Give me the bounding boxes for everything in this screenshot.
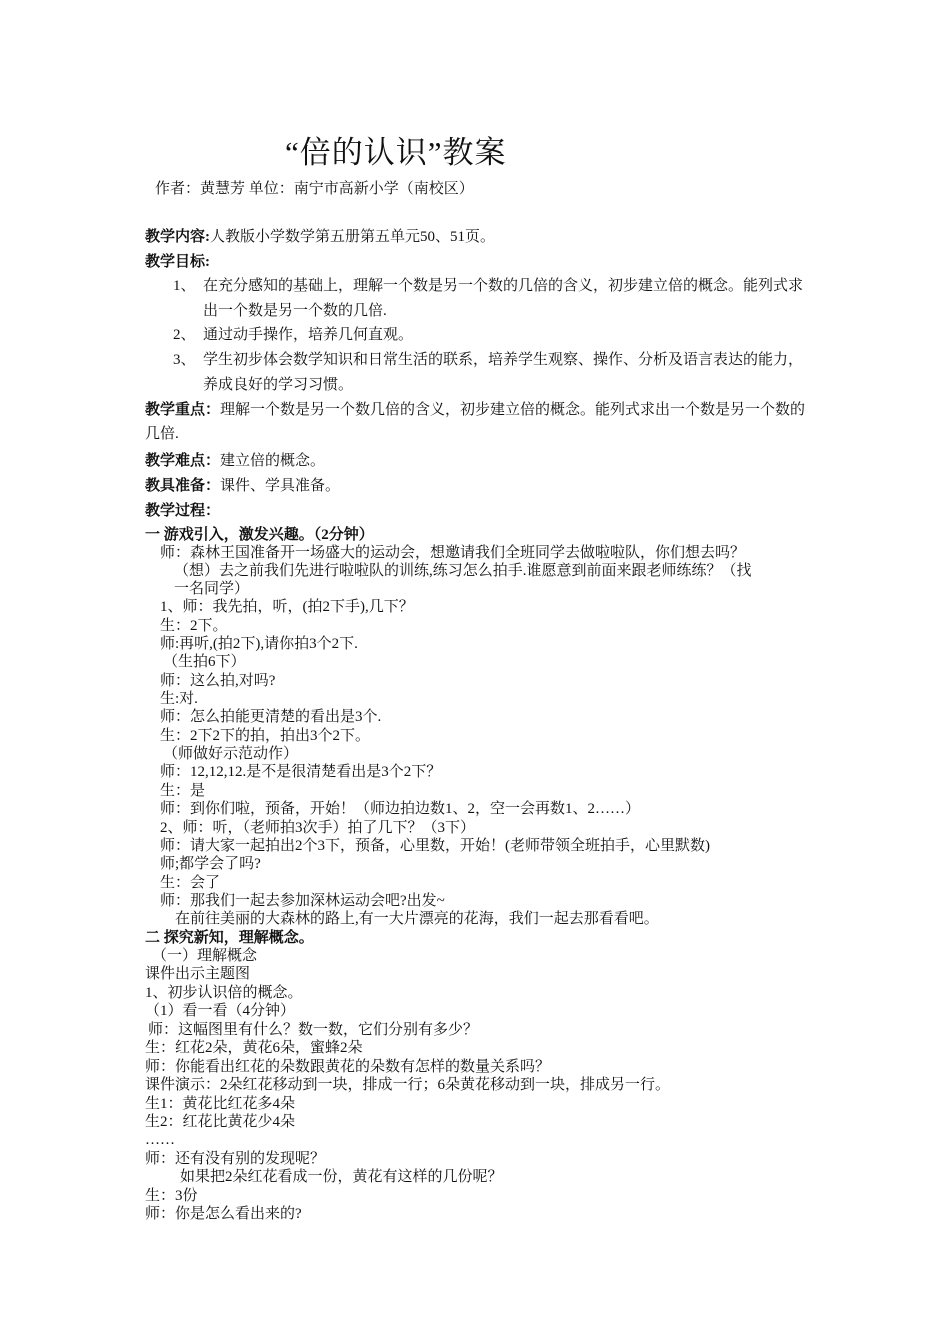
- process-line: 生：红花2朵，黄花6朵，蜜蜂2朵: [145, 1040, 363, 1056]
- process-line: 师：怎么拍能更清楚的看出是3个.: [160, 709, 382, 725]
- teaching-content: [145, 225, 815, 249]
- objective-text: 学生初步体会数学知识和日常生活的联系，培养学生观察、操作、分析及语言表达的能力，养成良好的学习习惯。: [203, 352, 804, 393]
- process-line: 师：请大家一起拍出2个3下，预备，心里数，开始！(老师带领全班拍手，心里默数): [160, 838, 710, 854]
- section-heading: 二 探究新知，理解概念。: [145, 930, 314, 946]
- process-line: 师：那我们一起去参加深林运动会吧?出发~: [160, 893, 445, 909]
- process-line: 生：是: [160, 783, 206, 799]
- process-line: 师:再听,(拍2下),请你拍3个2下.: [160, 636, 358, 652]
- process-line: 1、初步认识倍的概念。: [145, 985, 303, 1001]
- section-heading: 一 游戏引入，激发兴趣。（2分钟）: [145, 527, 374, 543]
- process-line: （师做好示范动作）: [163, 746, 299, 762]
- teaching-prep-text: 课件、学具准备。: [220, 478, 341, 494]
- objective-item: [173, 274, 813, 324]
- teaching-content-text: 人教版小学数学第五册第五单元50、51页。: [210, 229, 496, 245]
- process-label: 教学过程：: [145, 503, 221, 519]
- process-line: 课件演示：2朵红花移动到一块，排成一行；6朵黄花移动到一块，排成另一行。: [145, 1077, 671, 1093]
- process-line: ……: [145, 1132, 175, 1148]
- teaching-prep: [145, 474, 815, 498]
- process-line: 在前往美丽的大森林的路上,有一大片漂亮的花海，我们一起去那看看吧。: [175, 911, 659, 927]
- objective-number: 3、: [173, 352, 196, 368]
- objective-number: 2、: [173, 327, 196, 343]
- objective-text: 在充分感知的基础上，理解一个数是另一个数的几倍的含义，初步建立倍的概念。能列式求出一个数是另一个数的几倍.: [203, 278, 804, 319]
- process-line: 师：还有没有别的发现呢？: [145, 1151, 326, 1167]
- teaching-prep-label: 教具准备：: [145, 478, 221, 494]
- process-line: （一）理解概念: [152, 948, 258, 964]
- key-point-label: 教学重点：: [145, 402, 221, 418]
- process-line: 生1：黄花比红花多4朵: [145, 1096, 296, 1112]
- key-point-text: 理解一个数是另一个数几倍的含义，初步建立倍的概念。能列式求出一个数是另一个数的几倍.: [145, 402, 806, 442]
- process-line: 师：12,12,12.是不是很清楚看出是3个2下？: [160, 764, 442, 780]
- document-title: “倍的认识”教案: [285, 135, 507, 170]
- process-line: 一名同学）: [174, 581, 250, 597]
- objective-number: 1、: [173, 278, 196, 294]
- process-line: 生：2下。: [160, 618, 228, 634]
- process-line: 师：森林王国准备开一场盛大的运动会，想邀请我们全班同学去做啦啦队，你们想去吗？: [160, 545, 746, 561]
- objective-item: [173, 348, 813, 398]
- process-line: 1、师：我先拍，听，(拍2下手),几下？: [160, 599, 414, 615]
- difficulty-text: 建立倍的概念。: [220, 453, 326, 469]
- process-line: 生：会了: [160, 875, 221, 891]
- process-line: 2、师：听，（老师拍3次手）拍了几下？（3下）: [160, 820, 476, 836]
- process-line: 师：你能看出红花的朵数跟黄花的朵数有怎样的数量关系吗？: [145, 1059, 551, 1075]
- process-line: 生：2下2下的拍，拍出3个2下。: [160, 728, 371, 744]
- objective-item: [173, 323, 813, 348]
- process-line: 师：这幅图里有什么？数一数，它们分别有多少？: [148, 1022, 479, 1038]
- process-line: 生：3份: [145, 1188, 198, 1204]
- objectives-label: 教学目标:: [145, 254, 210, 270]
- process-line: （1）看一看（4分钟）: [145, 1003, 296, 1019]
- process-line: 课件出示主题图: [145, 966, 251, 982]
- teaching-content-label: 教学内容:: [145, 229, 210, 245]
- process-line: （想）去之前我们先进行啦啦队的训练,练习怎么拍手.谁愿意到前面来跟老师练练？（找: [174, 563, 752, 579]
- difficulty: [145, 449, 815, 473]
- process-line: 师;都学会了吗?: [160, 856, 261, 872]
- process-line: 师：这么拍,对吗?: [160, 673, 276, 689]
- process-line: （生拍6下）: [163, 654, 246, 670]
- author-line: 作者：黄慧芳 单位：南宁市高新小学（南校区）: [155, 181, 474, 197]
- process-line: 生:对.: [160, 691, 198, 707]
- difficulty-label: 教学难点：: [145, 453, 221, 469]
- objective-text: 通过动手操作，培养几何直观。: [203, 327, 414, 343]
- process-line: 师：到你们啦，预备，开始！（师边拍边数1、2，空一会再数1、2……）: [160, 801, 641, 817]
- key-point: [145, 398, 815, 446]
- process-line: 师：你是怎么看出来的?: [145, 1206, 302, 1222]
- process-line: 生2：红花比黄花少4朵: [145, 1114, 296, 1130]
- process-line: 如果把2朵红花看成一份，黄花有这样的几份呢？: [180, 1169, 503, 1185]
